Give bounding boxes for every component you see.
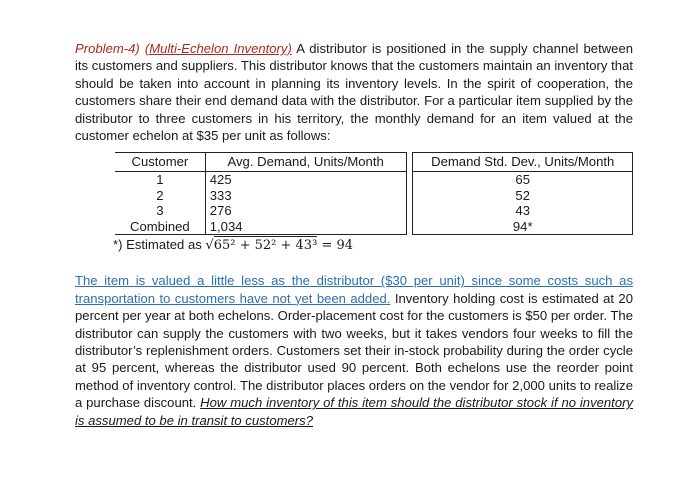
problem-question: How much inventory of this item should the distributor stock if no inventory is assumed to be in transit to customers? xyxy=(75,395,634,428)
problem-label: Problem-4) xyxy=(75,41,140,56)
column-gap xyxy=(406,172,413,188)
problem-intro-paragraph xyxy=(75,40,633,144)
problem-title: (Multi-Echelon Inventory) xyxy=(144,41,292,56)
table-header-row xyxy=(115,153,633,172)
column-gap xyxy=(406,188,413,204)
problem-details-text: Inventory holding cost is estimated at 20 percent per year at both echelons. Order-placement cost for the customers is $50 per order. The distributor can supply the customers with two weeks, but it takes vendors four weeks to fill the distributor’s replenishment orders. Customers set their in-stock probability during the order cycle at 95 percent, whereas the distributor used 90 percent. Both echelons use the reorder point method of inventory control. The distributor places orders on the vendor for 2,000 units to realize a purchase discount. xyxy=(75,290,634,411)
cell-avg-demand: 425 xyxy=(205,172,406,188)
column-gap xyxy=(406,219,413,235)
table-row xyxy=(115,172,633,188)
header-avg-demand: Avg. Demand, Units/Month xyxy=(205,153,406,172)
formula-result: = 94 xyxy=(321,238,354,254)
table-row xyxy=(115,203,633,219)
cell-customer: 1 xyxy=(115,172,205,188)
table-row xyxy=(115,188,633,204)
cell-std-dev: 52 xyxy=(413,188,633,204)
cell-std-dev: 65 xyxy=(413,172,633,188)
column-gap xyxy=(406,153,413,172)
table-row-combined xyxy=(115,219,633,235)
problem-document xyxy=(75,40,633,429)
sqrt-formula: √65² + 52² + 43³ = 94 xyxy=(205,238,354,254)
header-customer: Customer xyxy=(115,153,205,172)
cell-customer: Combined xyxy=(115,219,205,235)
cell-std-dev: 43 xyxy=(413,203,633,219)
cell-avg-demand: 1,034 xyxy=(205,219,406,235)
footnote-prefix: *) Estimated as xyxy=(113,237,202,253)
cell-customer: 3 xyxy=(115,203,205,219)
cell-avg-demand: 276 xyxy=(205,203,406,219)
valuation-note: The item is valued a little less as the distributor ($30 per unit) since some costs such as transportation to customers have not yet been added. xyxy=(75,273,633,306)
cell-avg-demand: 333 xyxy=(205,188,406,204)
cell-customer: 2 xyxy=(115,188,205,204)
header-std-dev: Demand Std. Dev., Units/Month xyxy=(413,153,633,172)
demand-table xyxy=(115,152,633,235)
problem-details-paragraph xyxy=(75,272,633,429)
cell-std-dev: 94* xyxy=(413,219,633,235)
sqrt-radicand: 65² + 52² + 43³ xyxy=(213,238,318,254)
estimate-footnote xyxy=(113,236,633,255)
problem-intro-text: A distributor is positioned in the supply channel between its customers and suppliers. This distributor knows that the customers maintain an inventory that should be taken into account in planning its inventory levels. In the spirit of cooperation, the customers share their end demand data with the distributor. For a particular item supplied by the distributor to three customers in his territory, the monthly demand for an item valued at the customer echelon at $35 per unit as follows: xyxy=(75,41,634,144)
column-gap xyxy=(406,203,413,219)
section-spacer xyxy=(75,255,633,272)
